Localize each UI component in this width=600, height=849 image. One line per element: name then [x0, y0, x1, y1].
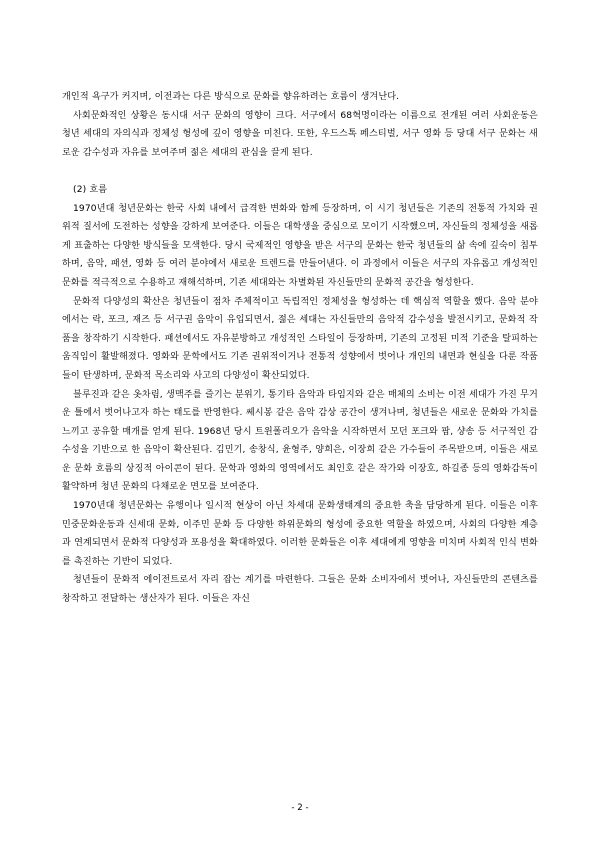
- section-heading: (2) 흐름: [73, 184, 108, 195]
- body-paragraph: 블루진과 같은 옷차림, 생맥주를 즐기는 분위기, 통기타 음악과 타임지와 같은 매체의 소비는 이전 세대가 가진 무거운 틀에서 벗어나고자 하는 태도를 반영한다. 쎄시봉 같은 음악 감상 공간이 생겨나며, 청년들은 새로운 문화와 가치를 느끼고 공유할 매개를 얻게 된다. 1968년 당시 트윈폴리오가 음악을 시작하면서 모던 포크와 팝, 샹송 등 서구적인 감수성을 기반으로 한 음악이 확산된다. 김민기, 송창식, 윤형주, 양희은, 이장희 같은 가수들이 주목받으며, 이들은 새로운 문화 흐름의 상징적 아이콘이 된다. 문학과 영화의 영역에서도 최인호 같은 작가와 이장호, 하길종 등의 영화감독이 활약하며 청년 문화의 다채로운 면모를 보여준다.: [62, 389, 538, 493]
- document-body: [62, 88, 538, 609]
- body-paragraph: 1970년대 청년문화는 유행이나 일시적 현상이 아닌 차세대 문화생태계의 중요한 축을 담당하게 된다. 이들은 이후 민중문화운동과 신세대 문화, 이주민 문화 등 다양한 하위문화의 형성에 중요한 역할을 하였으며, 사회의 다양한 계층과 연계되면서 문화적 다양성과 포용성을 확대하였다. 이러한 문화들은 이후 세대에게 영향을 미치며 사회적 인식 변화를 촉진하는 기반이 되었다.: [62, 501, 538, 567]
- body-paragraph: 사회문화적인 상황은 동시대 서구 문화의 영향이 크다. 서구에서 68혁명이라는 이름으로 전개된 여러 사회운동은 청년 세대의 자의식과 정체성 형성에 깊이 영향을 미친다. 또한, 우드스톡 페스티벌, 서구 영화 등 당대 서구 문화는 새로운 감수성과 자유를 보여주며 젊은 세대의 관심을 끌게 된다.: [62, 110, 538, 158]
- body-paragraph: 개인적 욕구가 커지며, 이전과는 다른 방식으로 문화를 향유하려는 흐름이 생겨난다.: [62, 92, 400, 102]
- page-number: - 2 -: [291, 803, 309, 813]
- body-paragraph: 문화적 다양성의 확산은 청년들이 점차 주체적이고 독립적인 정체성을 형성하는 데 핵심적 역할을 했다. 음악 분야에서는 락, 포크, 재즈 등 서구권 음악이 유입되면서, 젊은 세대는 자신들만의 음악적 감수성을 발전시키고, 문화적 작품을 창작하기 시작한다. 패션에서도 자유분방하고 개성적인 스타일이 등장하며, 기존의 고정된 미적 기준을 탈피하는 움직임이 활발해졌다. 영화와 문학에서도 기존 권위적이거나 전통적 성향에서 벗어나 개인의 내면과 현실을 다룬 작품들이 탄생하며, 문화적 목소리와 사고의 다양성이 확산되었다.: [62, 296, 538, 381]
- body-paragraph: 1970년대 청년문화는 한국 사회 내에서 급격한 변화와 함께 등장하며, 이 시기 청년들은 기존의 전통적 가치와 권위적 질서에 도전하는 성향을 강하게 보여준다. 이들은 대학생을 중심으로 모이기 시작했으며, 자신들의 정체성을 새롭게 표출하는 다양한 방식들을 모색한다. 당시 국제적인 영향을 받은 서구의 문화는 한국 청년들의 삶 속에 깊숙이 침투하며, 음악, 패션, 영화 등 여러 분야에서 새로운 트렌드를 만들어낸다. 이 과정에서 이들은 서구의 자유롭고 개성적인 문화를 적극적으로 수용하고 재해석하며, 기존 세대와는 차별화된 자신들만의 문화적 공간을 형성한다.: [62, 203, 538, 288]
- paragraph-spacer: [62, 162, 538, 181]
- body-paragraph: 청년들이 문화적 에이전트로서 자리 잡는 계기를 마련한다. 그들은 문화 소비자에서 벗어나, 자신들만의 콘텐츠를 창작하고 전달하는 생산자가 된다. 이들은 자신: [62, 575, 538, 605]
